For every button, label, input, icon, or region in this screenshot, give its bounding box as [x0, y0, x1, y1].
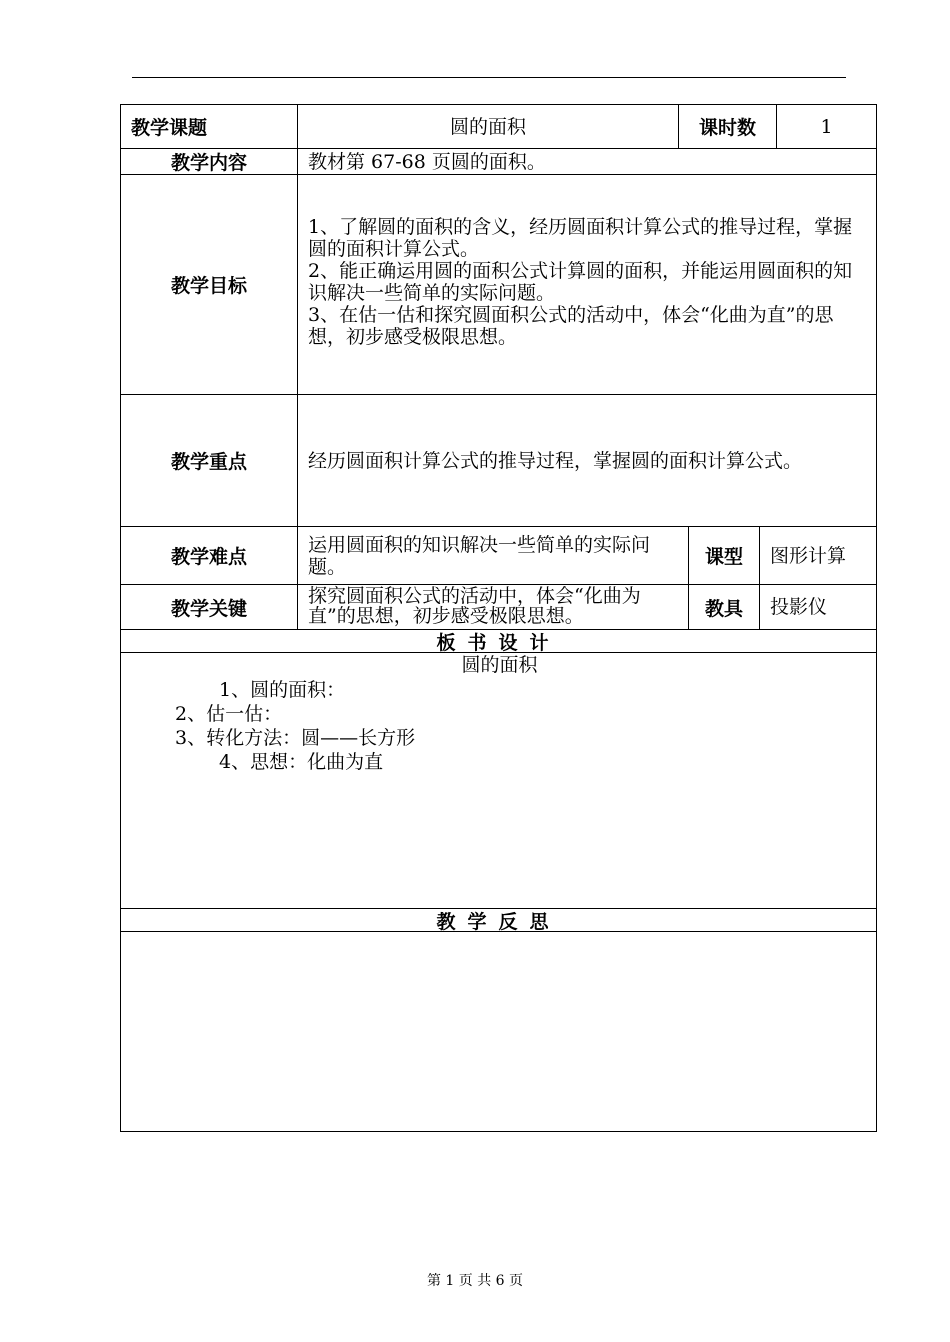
content-label: 教学内容 [120, 148, 298, 175]
page-number: 第 1 页 共 6 页 [426, 1273, 524, 1289]
board-line: 2、估一估： [175, 703, 283, 725]
board-body [120, 652, 877, 909]
goal-item: 2、能正确运用圆的面积公式计算圆的面积，并能运用圆面积的知识解决一些简单的实际问题。 [308, 260, 853, 304]
tool-label: 教具 [688, 584, 760, 630]
key-points-value: 经历圆面积计算公式的推导过程，掌握圆的面积计算公式。 [297, 394, 877, 527]
content-value: 教材第 67-68 页圆的面积。 [297, 148, 877, 175]
hours-value: 1 [776, 104, 877, 149]
board-heading: 圆的面积 [461, 654, 538, 676]
crux-value: 探究圆面积公式的活动中，体会“化曲为直”的思想，初步感受极限思想。 [297, 584, 689, 630]
board-line: 3、转化方法：圆——长方形 [175, 727, 416, 749]
board-title: 板书设计 [120, 629, 877, 653]
difficulty-value: 运用圆面积的知识解决一些简单的实际问题。 [297, 526, 689, 585]
difficulty-label: 教学难点 [120, 526, 298, 585]
goal-item: 3、在估一估和探究圆面积公式的活动中，体会“化曲为直”的思想，初步感受极限思想。 [308, 304, 834, 348]
type-value: 图形计算 [759, 526, 877, 585]
crux-label: 教学关键 [120, 584, 298, 630]
reflection-body[interactable] [120, 931, 877, 1132]
topic-label: 教学课题 [120, 104, 298, 149]
hours-label: 课时数 [678, 104, 777, 149]
header-rule [132, 77, 846, 78]
type-label: 课型 [688, 526, 760, 585]
board-line: 1、圆的面积： [219, 679, 346, 701]
tool-value: 投影仪 [759, 584, 877, 630]
key-points-label: 教学重点 [120, 394, 298, 527]
topic-value: 圆的面积 [297, 104, 679, 149]
goal-item: 1、了解圆的面积的含义，经历圆面积计算公式的推导过程，掌握圆的面积计算公式。 [308, 216, 853, 260]
goals-list [297, 174, 877, 395]
goals-label: 教学目标 [120, 174, 298, 395]
board-line: 4、思想：化曲为直 [219, 751, 384, 773]
reflection-title: 教学反思 [120, 908, 877, 932]
